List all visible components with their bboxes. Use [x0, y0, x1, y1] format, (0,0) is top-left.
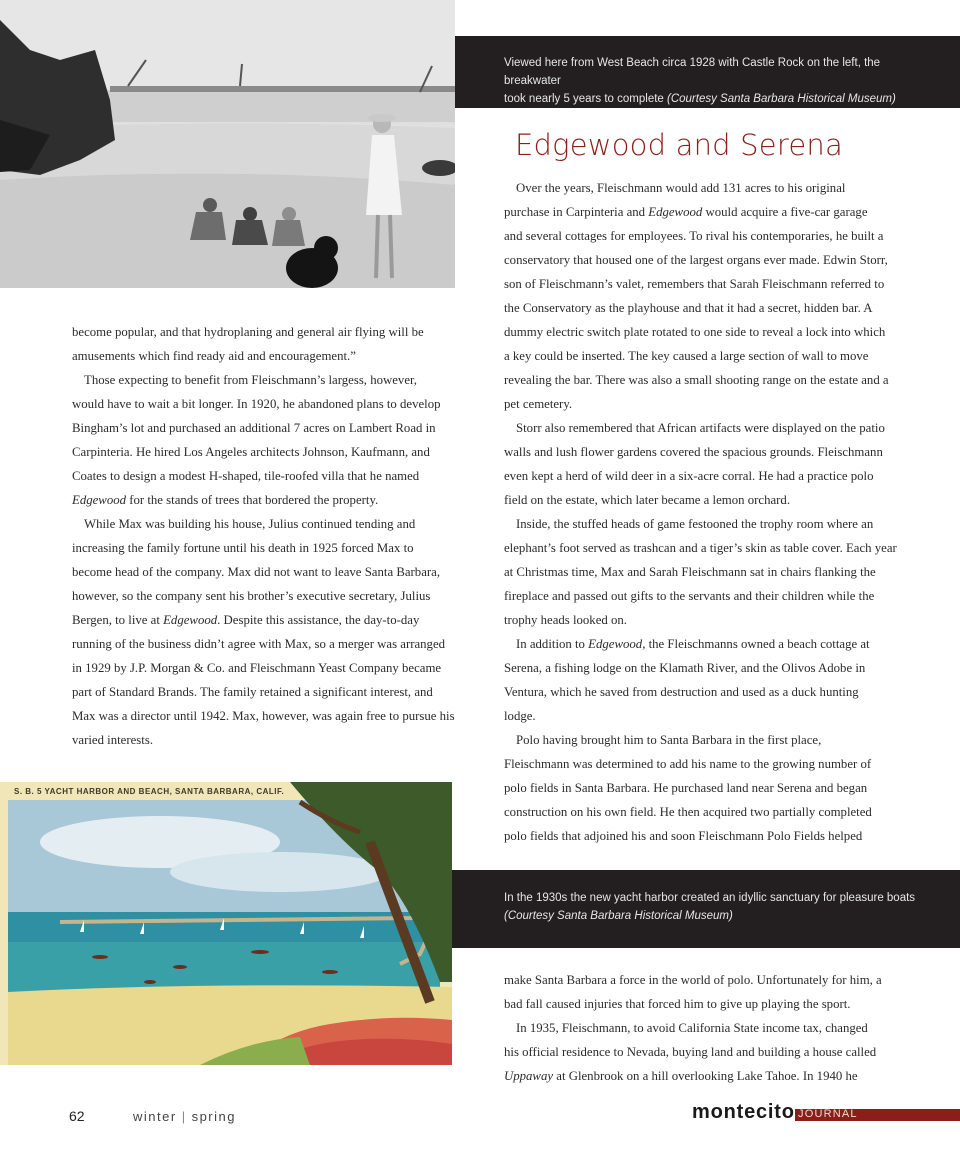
text-line: elephant’s foot served as trashcan and a tiger’s skin as table cover. Each year [504, 541, 897, 555]
photo-caption-top [455, 36, 960, 108]
caption-credit: (Courtesy Santa Barbara Historical Museum) [504, 910, 733, 922]
text-line: polo fields in Santa Barbara. He purchased land near Serena and began [504, 781, 868, 795]
text-line: Ventura, which he saved from destruction and used as a duck hunting [504, 685, 859, 699]
beach-photo-art [0, 0, 455, 288]
text-line: a key could be inserted. The key caused a large section of wall to move [504, 349, 869, 363]
text-line: his official residence to Nevada, buying land and building a house called [504, 1045, 877, 1059]
publication-logo: montecito [692, 1101, 795, 1123]
issue-season [133, 1109, 236, 1124]
text-fragment: purchase in Carpinteria and [504, 205, 649, 219]
season-winter: winter [133, 1109, 177, 1124]
text-line: dummy electric switch plate rotated to one side to reveal a lock into which [504, 325, 886, 339]
text-line: pet cemetery. [504, 397, 573, 411]
text-line: become head of the company. Max did not want to leave Santa Barbara, [72, 565, 441, 579]
text-line: and several cottages for employees. To rival his contemporaries, he built a [504, 229, 884, 243]
text-line: part of Standard Brands. The family retained a significant interest, and [72, 685, 433, 699]
publication-logo-bar [795, 1109, 960, 1121]
text-line: running of the business didn’t agree with Max, so a merger was arranged [72, 637, 446, 651]
text-line: Inside, the stuffed heads of game festooned the trophy room where an [516, 517, 874, 531]
body-column-right [504, 176, 904, 848]
text-line: at Christmas time, Max and Sarah Fleischmann sat in chairs flanking the [504, 565, 876, 579]
text-line: conservatory that housed one of the largest organs ever made. Edwin Storr, [504, 253, 888, 267]
text-line: fireplace and passed out gifts to the servants and their children while the [504, 589, 875, 603]
text-line: however, so the company sent his brother’s executive secretary, Julius [72, 589, 431, 603]
estate-name: Edgewood [163, 613, 218, 627]
text-line [72, 608, 452, 632]
text-line [504, 1064, 904, 1088]
page-number: 62 [69, 1108, 85, 1124]
estate-name: Edgewood [648, 205, 703, 219]
photo-caption-bottom [452, 870, 960, 948]
season-separator: | [181, 1109, 187, 1124]
body-column-left [72, 320, 455, 752]
text-line: construction on his own field. He then acquired two partially completed [504, 805, 872, 819]
text-line: increasing the family fortune until his death in 1925 forced Max to [72, 541, 414, 555]
text-line: even kept a herd of wild deer in a six-acre corral. He had a practice polo [504, 469, 874, 483]
caption-credit: (Courtesy Santa Barbara Historical Museum) [667, 93, 896, 105]
text-line: Fleischmann was determined to add his name to the growing number of [504, 757, 872, 771]
estate-name: Uppaway [504, 1069, 554, 1083]
text-fragment: at Glenbrook on a hill overlooking Lake Tahoe. In 1940 he [553, 1069, 858, 1083]
yacht-harbor-postcard [0, 782, 452, 1065]
body-column-right-continued [504, 968, 904, 1088]
text-line: Those expecting to benefit from Fleischmann’s largess, however, [84, 373, 417, 387]
text-line: make Santa Barbara a force in the world of polo. Unfortunately for him, a [504, 973, 882, 987]
estate-name: Edgewood [72, 493, 127, 507]
text-line: bad fall caused injuries that forced him to give up playing the sport. [504, 997, 851, 1011]
text-line: Max was a director until 1942. Max, however, was again free to pursue his [72, 709, 455, 723]
text-fragment: for the stands of trees that bordered the property. [126, 493, 379, 507]
caption-line [504, 907, 940, 925]
caption-line [504, 90, 940, 108]
text-line: Coates to design a modest H-shaped, tile-roofed villa that he named [72, 469, 420, 483]
postcard-art [0, 782, 452, 1065]
text-line: In 1935, Fleischmann, to avoid California State income tax, changed [516, 1021, 868, 1035]
text-line: in 1929 by J.P. Morgan & Co. and Fleischmann Yeast Company became [72, 661, 442, 675]
text-line: varied interests. [72, 733, 154, 747]
section-heading: Edgewood and Serena [515, 128, 843, 162]
text-line: son of Fleischmann’s valet, remembers that Sarah Fleischmann referred to [504, 277, 885, 291]
text-line: the Conservatory as the playhouse and that it had a secret, hidden bar. A [504, 301, 873, 315]
caption-line: In the 1930s the new yacht harbor created an idyllic sanctuary for pleasure boats [504, 892, 916, 904]
text-line: field on the estate, which later became a lemon orchard. [504, 493, 791, 507]
text-line: amusements which find ready aid and encouragement.” [72, 349, 356, 363]
text-line: become popular, and that hydroplaning and general air flying will be [72, 325, 424, 339]
season-spring: spring [191, 1109, 236, 1124]
text-line: Over the years, Fleischmann would add 131 acres to his original [516, 181, 846, 195]
text-line: walls and lush flower gardens covered the spacious grounds. Fleischmann [504, 445, 883, 459]
text-line: revealing the bar. There was also a small shooting range on the estate and a [504, 373, 889, 387]
text-line: Serena, a fishing lodge on the Klamath River, and the Olivos Adobe in [504, 661, 866, 675]
postcard-label: S. B. 5 YACHT HARBOR AND BEACH, SANTA BARBARA, CALIF. [14, 787, 285, 796]
text-line [72, 488, 452, 512]
text-fragment: . Despite this assistance, the day-to-day [217, 613, 420, 627]
text-line: Polo having brought him to Santa Barbara in the first place, [516, 733, 822, 747]
text-line: polo fields that adjoined his and soon Fleischmann Polo Fields helped [504, 829, 863, 843]
text-line: While Max was building his house, Julius continued tending and [84, 517, 416, 531]
text-fragment: In addition to [516, 637, 589, 651]
text-line: Bingham’s lot and purchased an additional 7 acres on Lambert Road in [72, 421, 436, 435]
text-line: trophy heads looked on. [504, 613, 627, 627]
text-line [504, 632, 904, 656]
caption-text: took nearly 5 years to complete [504, 93, 667, 105]
text-line: Carpinteria. He hired Los Angeles architects Johnson, Kaufmann, and [72, 445, 430, 459]
text-line: Storr also remembered that African artifacts were displayed on the patio [516, 421, 885, 435]
text-fragment: , the Fleischmanns owned a beach cottage at [642, 637, 870, 651]
text-line: would have to wait a bit longer. In 1920, he abandoned plans to develop [72, 397, 441, 411]
beach-photo [0, 0, 455, 288]
text-line [504, 200, 904, 224]
text-fragment: Bergen, to live at [72, 613, 164, 627]
publication-logo-journal: JOURNAL [798, 1108, 858, 1120]
caption-line: Viewed here from West Beach circa 1928 with Castle Rock on the left, the breakwater [504, 57, 881, 87]
text-fragment: would acquire a five-car garage [702, 205, 868, 219]
text-line: lodge. [504, 709, 536, 723]
estate-name: Edgewood [588, 637, 643, 651]
